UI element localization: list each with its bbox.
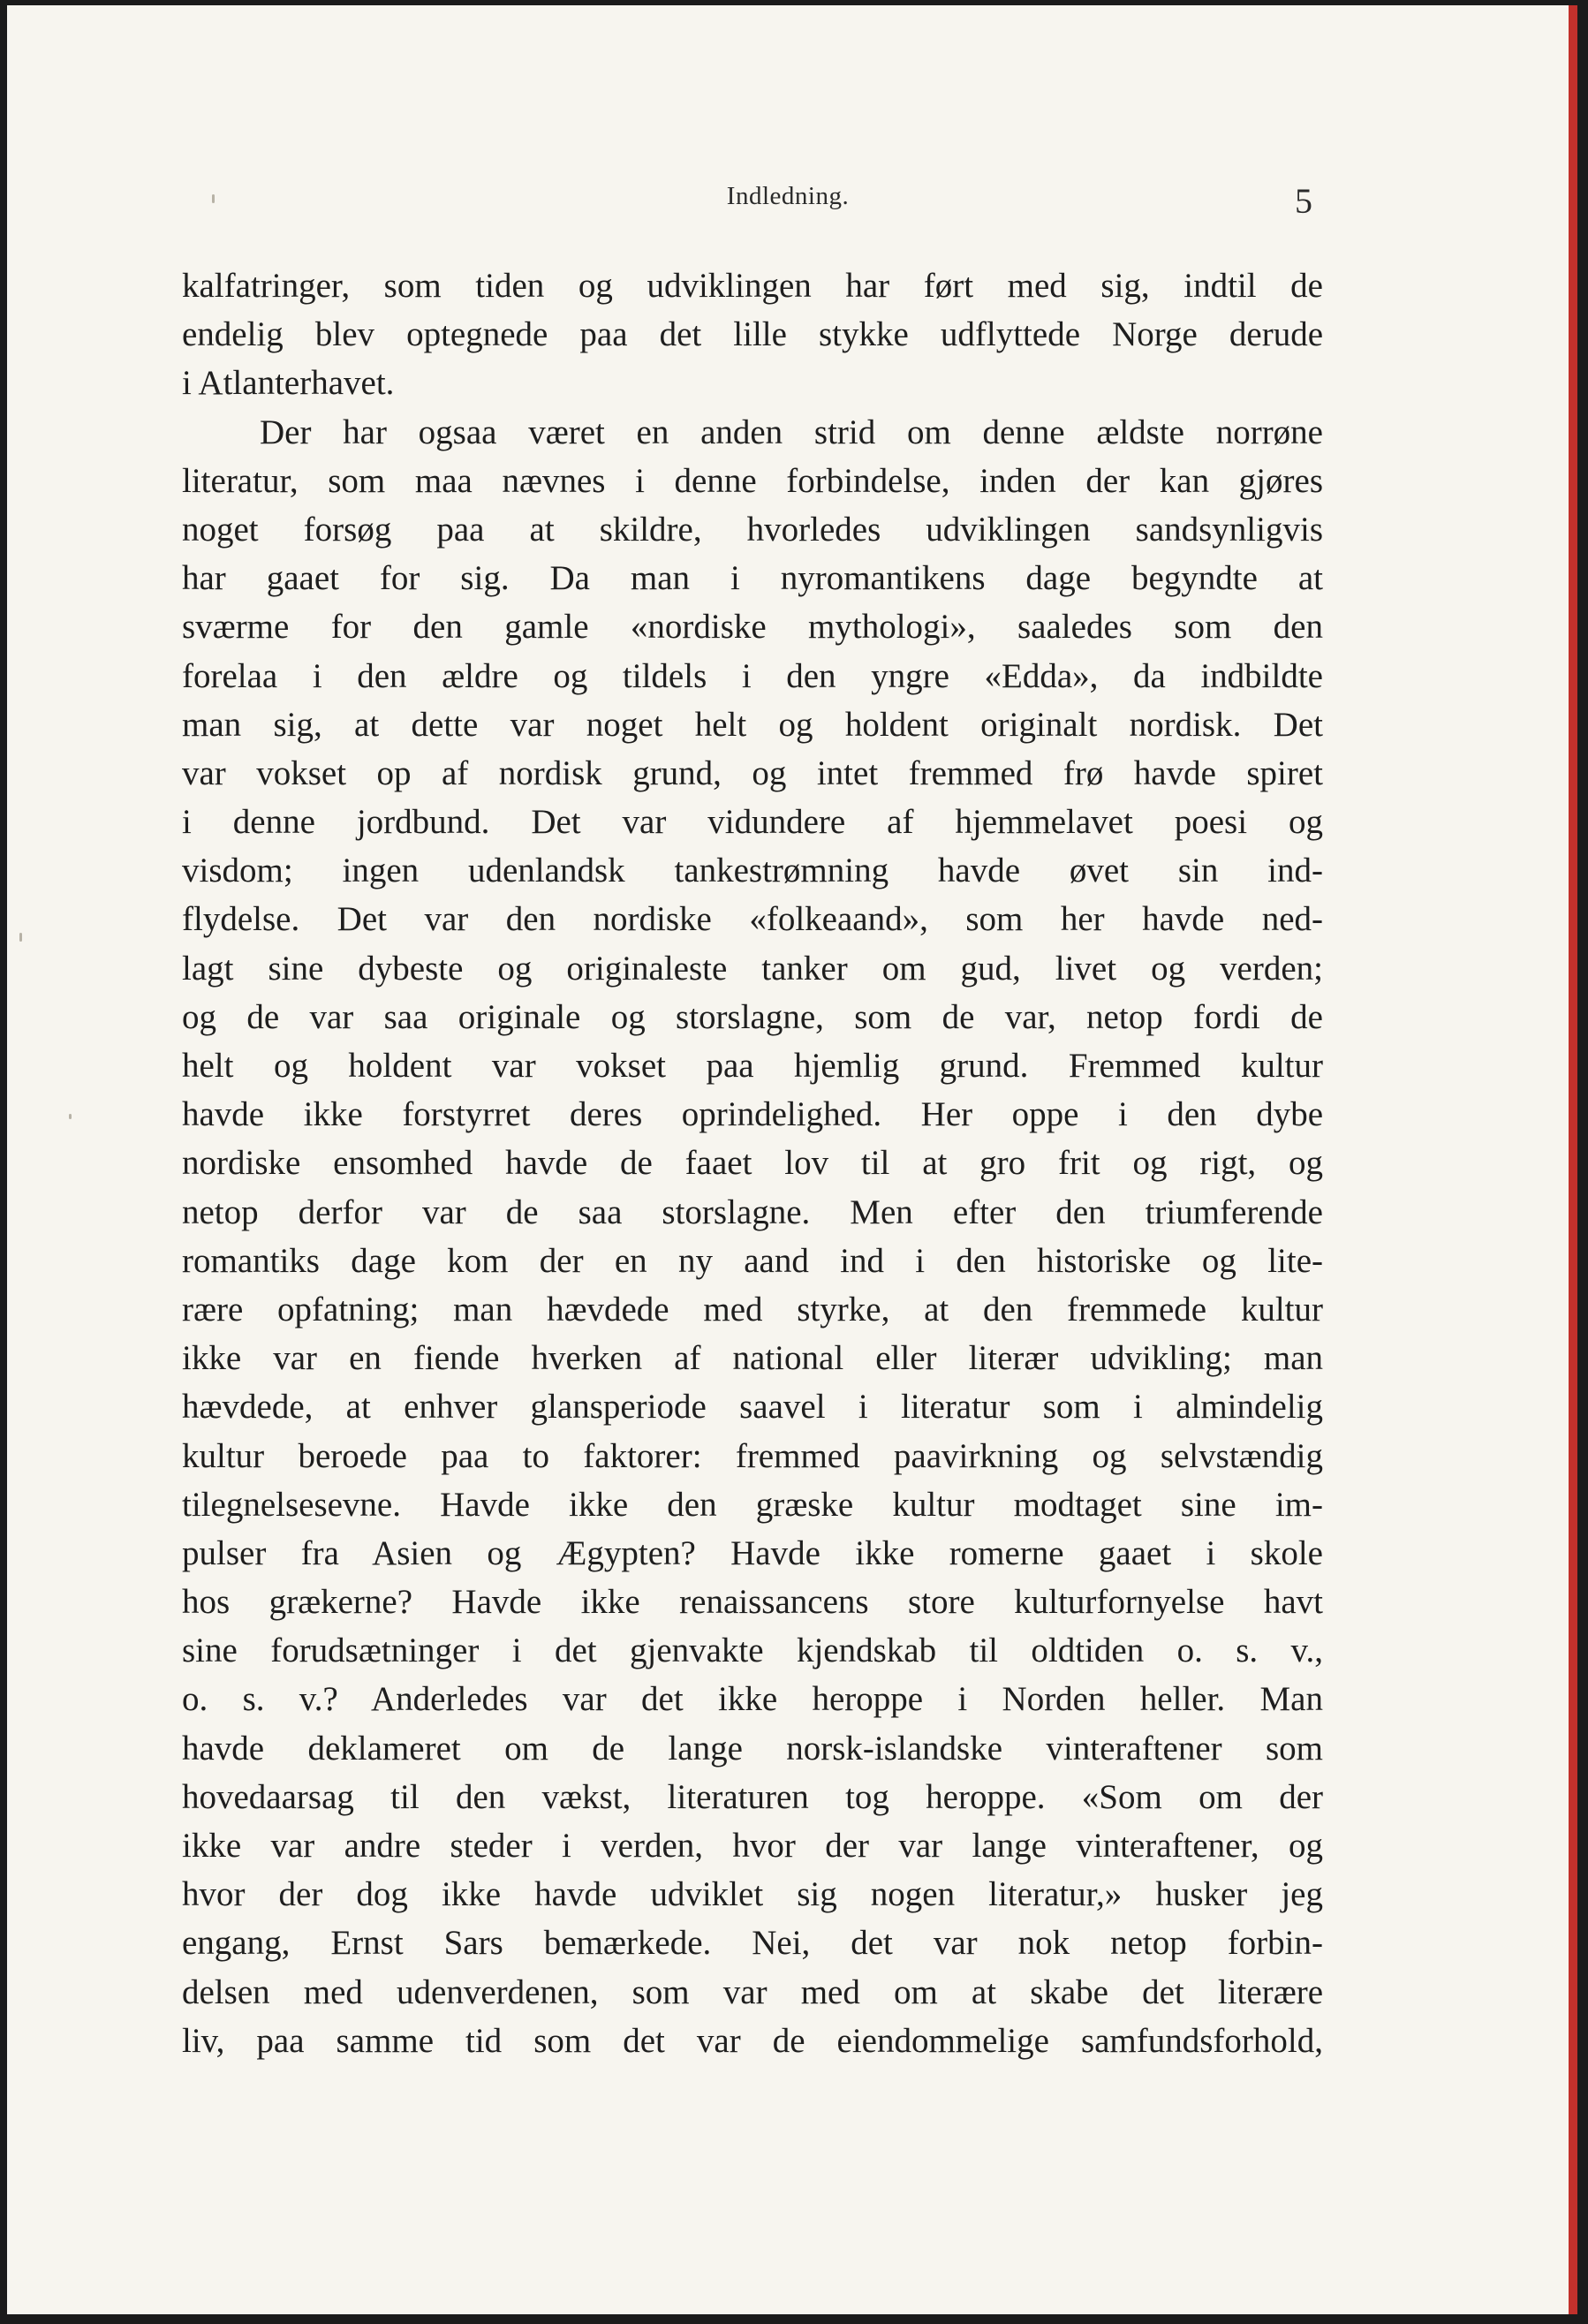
page-number: 5 <box>1295 181 1312 221</box>
text-line: man sig, at dette var noget helt og holdent originalt nordisk. Det <box>182 705 1323 744</box>
text-line: rære opfatning; man hævdede med styrke, at den fremmede kultur <box>182 1290 1323 1329</box>
text-line: i Atlanterhavet. <box>182 364 395 403</box>
text-line: Der har ogsaa været en anden strid om denne ældste norrøne <box>260 413 1323 451</box>
text-line: visdom; ingen udenlandsk tankestrømning havde øvet sin ind- <box>182 852 1323 890</box>
text-line: o. s. v.? Anderledes var det ikke heroppe i Norden heller. Man <box>182 1680 1323 1719</box>
text-line: nordiske ensomhed havde de faaet lov til at gro frit og rigt, og <box>182 1144 1323 1183</box>
book-page <box>7 5 1577 2314</box>
text-line: liv, paa samme tid som det var de eiendommelige samfundsforhold, <box>182 2021 1323 2060</box>
text-line: havde ikke forstyrret deres oprindelighed. Her oppe i den dybe <box>182 1095 1323 1134</box>
text-line: tilegnelsesevne. Havde ikke den græske kultur modtaget sine im- <box>182 1485 1323 1524</box>
text-line: noget forsøg paa at skildre, hvorledes udviklingen sandsynligvis <box>182 510 1323 549</box>
text-line: var vokset op af nordisk grund, og intet fremmed frø havde spiret <box>182 753 1323 792</box>
text-line: hovedaarsag til den vækst, literaturen tog heroppe. «Som om der <box>182 1777 1323 1816</box>
text-line: helt og holdent var vokset paa hjemlig grund. Fremmed kultur <box>182 1047 1323 1085</box>
text-line: flydelse. Det var den nordiske «folkeaand», som her havde ned- <box>182 900 1323 939</box>
text-line: hos grækerne? Havde ikke renaissancens store kulturfornyelse havt <box>182 1583 1323 1622</box>
text-line: kalfatringer, som tiden og udviklingen har ført med sig, indtil de <box>182 267 1323 305</box>
text-line: ikke var andre steder i verden, hvor der var lange vinteraftener, og <box>182 1827 1323 1865</box>
text-line: sine forudsætninger i det gjenvakte kjendskab til oldtiden o. s. v., <box>182 1631 1323 1670</box>
text-line: hævdede, at enhver glansperiode saavel i literatur som i almindelig <box>182 1388 1323 1427</box>
text-line: i denne jordbund. Det var vidundere af hjemmelavet poesi og <box>182 803 1323 842</box>
text-line: sværme for den gamle «nordiske mythologi», saaledes som den <box>182 608 1323 647</box>
text-line: engang, Ernst Sars bemærkede. Nei, det var nok netop forbin- <box>182 1924 1323 1963</box>
text-line: hvor der dog ikke havde udviklet sig nogen literatur,» husker jeg <box>182 1875 1323 1914</box>
text-line: delsen med udenverdenen, som var med om at skabe det literære <box>182 1972 1323 2011</box>
text-line: havde deklameret om de lange norsk-islandske vinteraftener som <box>182 1729 1323 1768</box>
paper-speck <box>212 194 215 203</box>
text-line: ikke var en fiende hverken af national eller literær udvikling; man <box>182 1339 1323 1378</box>
paper-speck <box>19 933 22 942</box>
body-text <box>182 261 1323 2065</box>
text-line: pulser fra Asien og Ægypten? Havde ikke romerne gaaet i skole <box>182 1533 1323 1572</box>
text-line: netop derfor var de saa storslagne. Men efter den triumferende <box>182 1192 1323 1231</box>
running-head: Indledning. <box>726 182 850 210</box>
text-line: forelaa i den ældre og tildels i den yngre «Edda», da indbildte <box>182 656 1323 695</box>
text-line: og de var saa originale og storslagne, som de var, netop fordi de <box>182 997 1323 1036</box>
paper-speck <box>69 1114 72 1119</box>
text-line: kultur beroede paa to faktorer: fremmed paavirkning og selvstændig <box>182 1436 1323 1475</box>
text-line: romantiks dage kom der en ny aand ind i den historiske og lite- <box>182 1241 1323 1280</box>
text-line: har gaaet for sig. Da man i nyromantikens dage begyndte at <box>182 559 1323 598</box>
text-line: endelig blev optegnede paa det lille stykke udflyttede Norge derude <box>182 315 1323 354</box>
text-line: lagt sine dybeste og originaleste tanker om gud, livet og verden; <box>182 949 1323 988</box>
text-line: literatur, som maa nævnes i denne forbindelse, inden der kan gjøres <box>182 461 1323 500</box>
